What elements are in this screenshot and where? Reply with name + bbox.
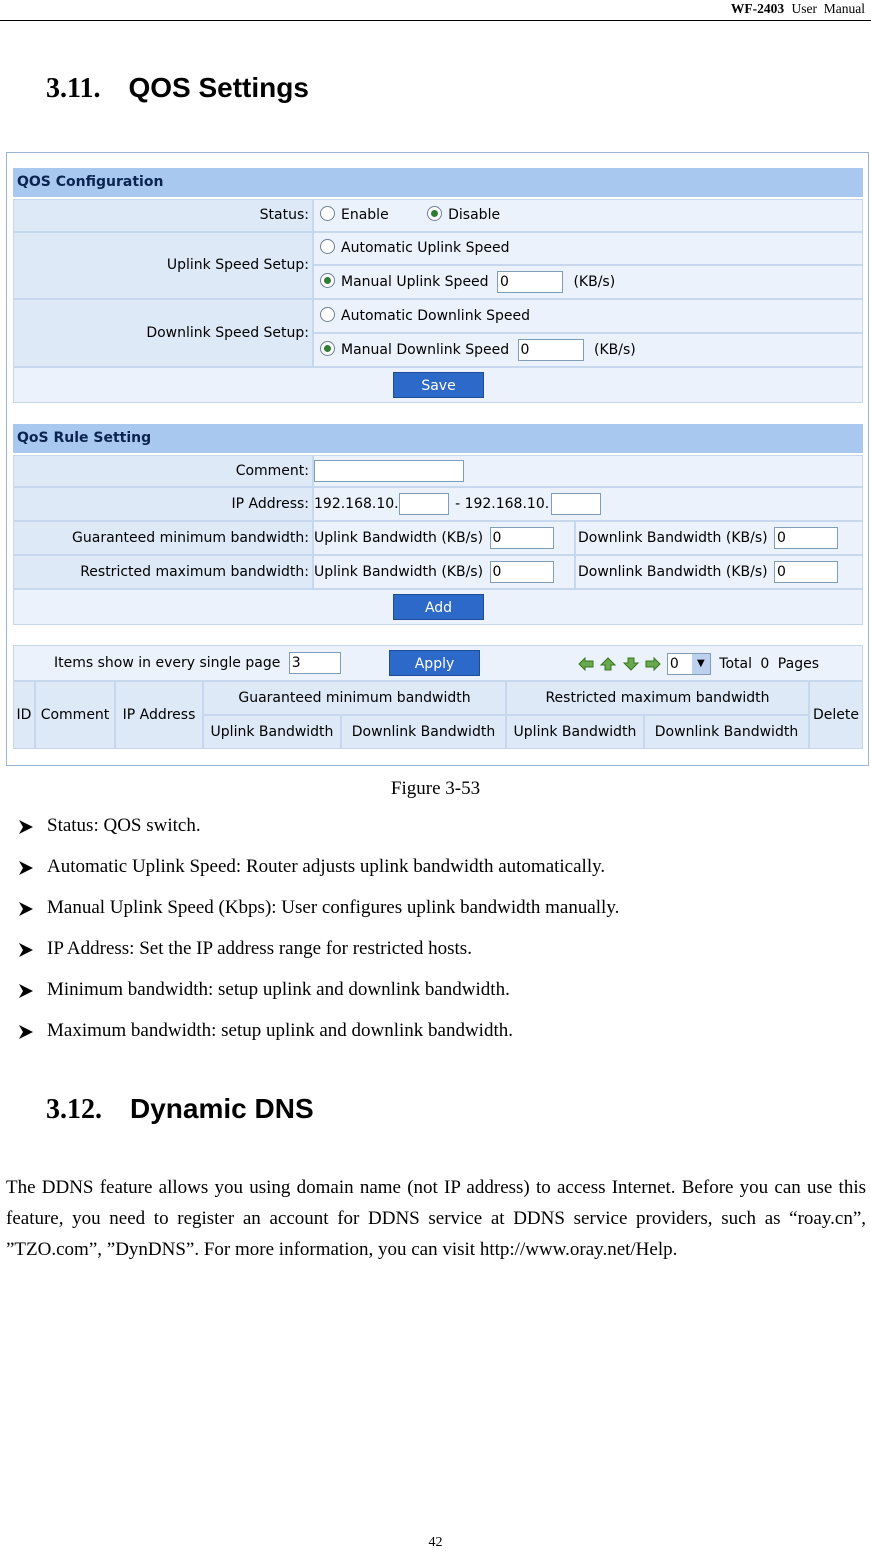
status-enable-label: Enable [341, 207, 389, 223]
ip-address-label: IP Address: [13, 487, 313, 521]
guaranteed-uplink-label: Uplink Bandwidth (KB/s) [314, 530, 484, 546]
total-value: 0 [760, 656, 770, 672]
downlink-auto-cell [313, 299, 863, 333]
comment-cell [313, 455, 863, 487]
section-number: 3.12. [46, 1094, 102, 1125]
downlink-unit: (KB/s) [594, 342, 636, 358]
downlink-label: Downlink Speed Setup: [13, 299, 313, 367]
arrow-bullet-icon [18, 901, 34, 917]
section-title: QOS Settings [128, 72, 309, 103]
section-number: 3.11. [46, 73, 101, 104]
section-heading-ddns [46, 1093, 314, 1126]
bullet-text: Minimum bandwidth: setup uplink and downlink bandwidth. [47, 979, 510, 1000]
bullet-text: Manual Uplink Speed (Kbps): User configures uplink bandwidth manually. [47, 897, 620, 918]
guaranteed-uplink-input[interactable]: 0 [490, 527, 554, 549]
col-delete: Delete [809, 681, 863, 749]
ip-prefix-end: - 192.168.10. [455, 496, 550, 512]
qos-config-header: QOS Configuration [13, 168, 863, 197]
comment-input[interactable] [314, 460, 464, 482]
apply-button[interactable]: Apply [389, 650, 480, 676]
uplink-label: Uplink Speed Setup: [13, 232, 313, 299]
prev-page-icon[interactable] [599, 657, 617, 671]
arrow-bullet-icon [18, 942, 34, 958]
section-heading-qos [46, 72, 309, 105]
restricted-uplink-label: Uplink Bandwidth (KB/s) [314, 564, 484, 580]
col-ip-address: IP Address [115, 681, 203, 749]
chevron-down-icon[interactable]: ▼ [692, 654, 710, 674]
page-select[interactable] [667, 653, 711, 675]
status-label: Status: [13, 199, 313, 232]
last-page-icon[interactable] [644, 657, 662, 671]
restricted-downlink-cell [575, 555, 863, 589]
restricted-uplink-cell [313, 555, 575, 589]
col-restricted: Restricted maximum bandwidth [506, 681, 809, 715]
arrow-bullet-icon [18, 819, 34, 835]
col-restricted-uplink: Uplink Bandwidth [506, 715, 644, 749]
ip-address-cell [313, 487, 863, 521]
pages-label: Pages [777, 656, 819, 672]
status-value-cell [313, 199, 863, 232]
guaranteed-downlink-input[interactable]: 0 [774, 527, 838, 549]
page-number: 42 [428, 1535, 443, 1550]
downlink-manual-label: Manual Downlink Speed [341, 342, 510, 358]
uplink-manual-cell [313, 265, 863, 299]
running-header [731, 0, 865, 20]
downlink-auto-radio[interactable] [320, 307, 335, 322]
qos-rule-header: QoS Rule Setting [13, 424, 863, 453]
downlink-speed-input[interactable]: 0 [518, 339, 584, 361]
status-enable-radio[interactable] [320, 206, 335, 221]
restricted-downlink-input[interactable]: 0 [774, 561, 838, 583]
uplink-unit: (KB/s) [573, 274, 616, 290]
col-guaranteed-uplink: Uplink Bandwidth [203, 715, 341, 749]
uplink-manual-radio[interactable] [320, 273, 335, 288]
bullet-text: IP Address: Set the IP address range for restricted hosts. [47, 938, 472, 959]
ip-prefix-start: 192.168.10. [314, 496, 399, 512]
guaranteed-downlink-label: Downlink Bandwidth (KB/s) [578, 530, 768, 546]
page-select-value: 0 [669, 656, 679, 672]
downlink-manual-radio[interactable] [320, 341, 335, 356]
uplink-auto-label: Automatic Uplink Speed [341, 240, 510, 256]
bullet-text: Maximum bandwidth: setup uplink and downlink bandwidth. [47, 1020, 513, 1041]
total-label: Total [719, 656, 752, 672]
status-disable-radio[interactable] [427, 206, 442, 221]
uplink-auto-radio[interactable] [320, 239, 335, 254]
header-rule [0, 20, 871, 21]
downlink-auto-label: Automatic Downlink Speed [341, 308, 531, 324]
uplink-manual-label: Manual Uplink Speed [341, 274, 489, 290]
col-id: ID [13, 681, 35, 749]
bullet-text: Automatic Uplink Speed: Router adjusts uplink bandwidth automatically. [47, 856, 606, 877]
save-button[interactable]: Save [393, 372, 484, 398]
qos-screenshot [6, 152, 869, 766]
first-page-icon[interactable] [577, 657, 595, 671]
section-title: Dynamic DNS [130, 1093, 314, 1124]
page-nav [577, 652, 819, 676]
col-guaranteed: Guaranteed minimum bandwidth [203, 681, 506, 715]
add-button[interactable]: Add [393, 594, 484, 620]
items-per-page-input[interactable]: 3 [289, 652, 341, 674]
comment-label: Comment: [13, 455, 313, 487]
arrow-bullet-icon [18, 860, 34, 876]
arrow-bullet-icon [18, 1024, 34, 1040]
guaranteed-label: Guaranteed minimum bandwidth: [13, 521, 313, 555]
ddns-paragraph: The DDNS feature allows you using domain name (not IP address) to access Internet. Before you can use this feature, you need to register an account for DDNS service at DDNS service providers, such as “roay.cn”, ”TZO.com”, ”DynDNS”. For more information, you can visit http://www.oray.net/Help. [6, 1177, 866, 1260]
ip-end-input[interactable] [551, 493, 601, 515]
status-disable-label: Disable [448, 207, 501, 223]
uplink-auto-cell [313, 232, 863, 265]
restricted-downlink-label: Downlink Bandwidth (KB/s) [578, 564, 768, 580]
col-guaranteed-downlink: Downlink Bandwidth [341, 715, 506, 749]
items-per-page-label: Items show in every single page [54, 655, 281, 671]
guaranteed-uplink-cell [313, 521, 575, 555]
restricted-uplink-input[interactable]: 0 [490, 561, 554, 583]
bullet-text: Status: QOS switch. [47, 815, 201, 836]
next-page-icon[interactable] [622, 657, 640, 671]
downlink-manual-cell [313, 333, 863, 367]
uplink-speed-input[interactable]: 0 [497, 271, 563, 293]
header-product: WF-2403 [730, 1, 785, 16]
col-comment: Comment [35, 681, 115, 749]
figure-caption: Figure 3-53 [390, 778, 481, 799]
arrow-bullet-icon [18, 983, 34, 999]
restricted-label: Restricted maximum bandwidth: [13, 555, 313, 589]
col-restricted-downlink: Downlink Bandwidth [644, 715, 809, 749]
ip-start-input[interactable] [399, 493, 449, 515]
header-manual: User Manual [791, 1, 865, 16]
guaranteed-downlink-cell [575, 521, 863, 555]
